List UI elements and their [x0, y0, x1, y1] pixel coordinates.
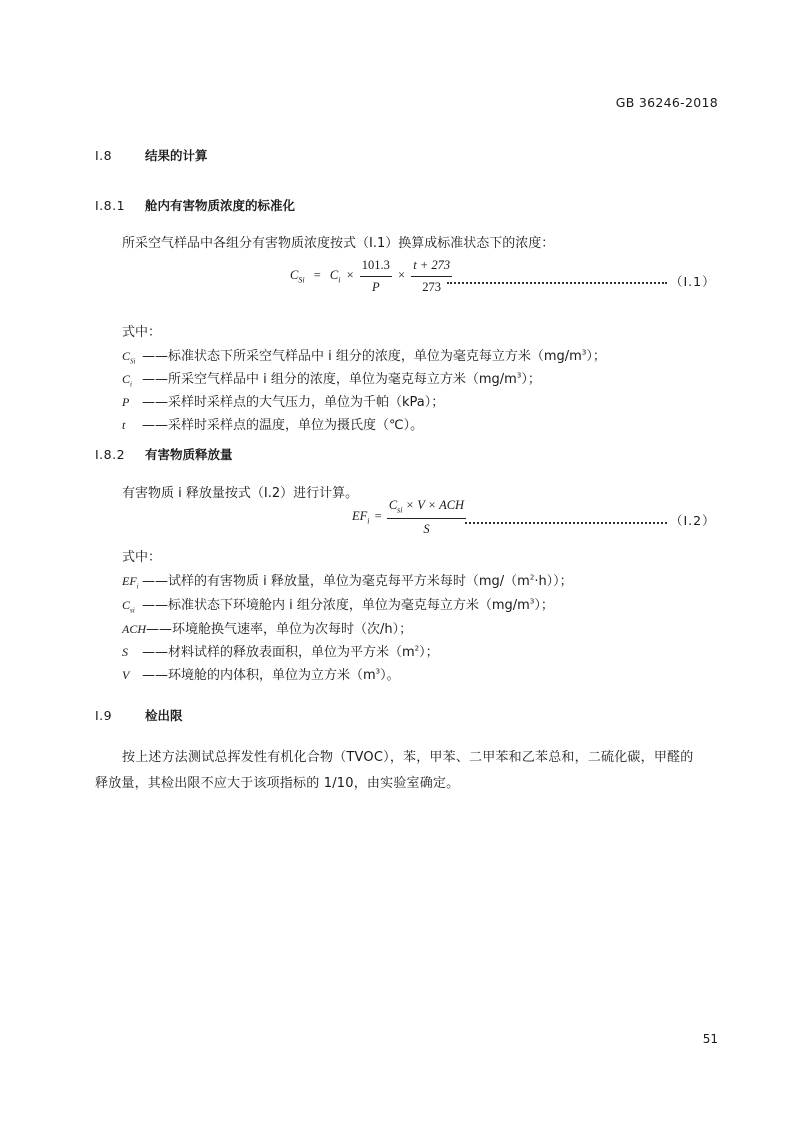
definition-line: S ——材料试样的释放表面积，单位为平方米$(m^2)$； [122, 644, 439, 660]
symbol: V [122, 668, 130, 682]
definition-line: ACH——环境舱换气速率，单位为次每时（次/h）； [122, 622, 413, 637]
fraction-emission [387, 498, 466, 537]
section-title: 舱内有害物质浓度的标准化 [145, 198, 296, 213]
where-label: 式中： [122, 325, 162, 340]
formula-i1 [290, 258, 452, 295]
section-number: I.8.2 [95, 447, 126, 462]
intro-text: 所采空气样品中各组分有害物质浓度按式（I.1）换算成标准状态下的浓度： [122, 236, 555, 251]
fraction-numerator: $C_{si} \times V$ × ACH [387, 498, 466, 519]
symbol: P [122, 395, 130, 409]
equals-sign: = [313, 268, 321, 283]
intro-text: 有害物质 i 释放量按式（I.2）进行计算。 [122, 486, 359, 501]
paragraph-line: 按上述方法测试总挥发性有机化合物（TVOC），苯，甲苯、二甲苯和乙苯总和，二硫化碳，甲醛的 [122, 750, 694, 765]
definition-line: V ——环境舱的内体积，单位为立方米$(m^3)$。 [122, 667, 400, 683]
fraction-denominator: S [423, 521, 430, 536]
standard-code: GB 36246-2018 [615, 95, 718, 110]
symbol: $EF_i$ [122, 574, 139, 591]
section-heading-i9 [95, 706, 183, 724]
fraction-numerator: t + 273 [411, 258, 452, 277]
symbol: $C_{si}$ [122, 598, 135, 615]
definition-line: $C_i$ ——所采空气样品中 i 组分的浓度，单位为毫克每立方米$(mg/m^3)$； [122, 371, 541, 389]
fraction-pressure [360, 258, 392, 295]
equation-number: （I.2） [670, 513, 716, 528]
leader-dots [465, 522, 667, 524]
fraction-numerator: 101.3 [360, 258, 392, 277]
formula-i2 [352, 498, 466, 537]
section-heading-i82 [95, 445, 233, 463]
section-number: I.9 [95, 708, 113, 723]
symbol: $C_{Si}$ [122, 349, 136, 366]
definition-line: t ——采样时采样点的温度，单位为摄氏度（℃）。 [122, 418, 424, 433]
section-heading-i8 [95, 146, 208, 164]
fraction-temperature [411, 258, 452, 295]
formula-ci: $C_i$ [329, 268, 341, 285]
symbol: $C_i$ [122, 372, 132, 389]
where-label: 式中： [122, 550, 162, 565]
section-title: 有害物质释放量 [145, 447, 233, 462]
equation-number: （I.1） [670, 274, 716, 289]
fraction-denominator: 273 [422, 280, 442, 294]
page-number: 51 [702, 1032, 718, 1046]
definition-line: $EF_i$ ——试样的有害物质 i 释放量，单位为毫克每平方米每时$(mg/(m^2\cdot h))$； [122, 573, 573, 591]
formula-lhs: $EF_i$ [352, 509, 370, 526]
leader-dots [447, 282, 667, 284]
symbol: S [122, 645, 128, 659]
definition-line: $C_{Si}$ ——标准状态下所采空气样品中 i 组分的浓度，单位为毫克每立方米$(mg/m^3)$； [122, 348, 606, 366]
section-number: I.8 [95, 148, 113, 163]
fraction-denominator: P [372, 280, 380, 294]
definition-line: $C_{si}$ ——标准状态下环境舱内 i 组分浓度，单位为毫克每立方米$(mg/m^3)$； [122, 597, 554, 615]
times-sign: × [346, 268, 354, 283]
symbol: ACH [122, 622, 146, 636]
section-title: 结果的计算 [145, 148, 208, 163]
paragraph-line: 释放量，其检出限不应大于该项指标的 1/10，由实验室确定。 [95, 776, 460, 791]
section-title: 检出限 [145, 708, 183, 723]
symbol: t [122, 418, 126, 432]
definition-line: P ——采样时采样点的大气压力，单位为千帕（kPa）； [122, 395, 445, 410]
section-number: I.8.1 [95, 198, 126, 213]
formula-lhs: $C_{Si}$ [290, 268, 305, 285]
section-heading-i81 [95, 196, 295, 214]
times-sign: × [398, 268, 406, 283]
equals-sign: = [374, 509, 382, 524]
